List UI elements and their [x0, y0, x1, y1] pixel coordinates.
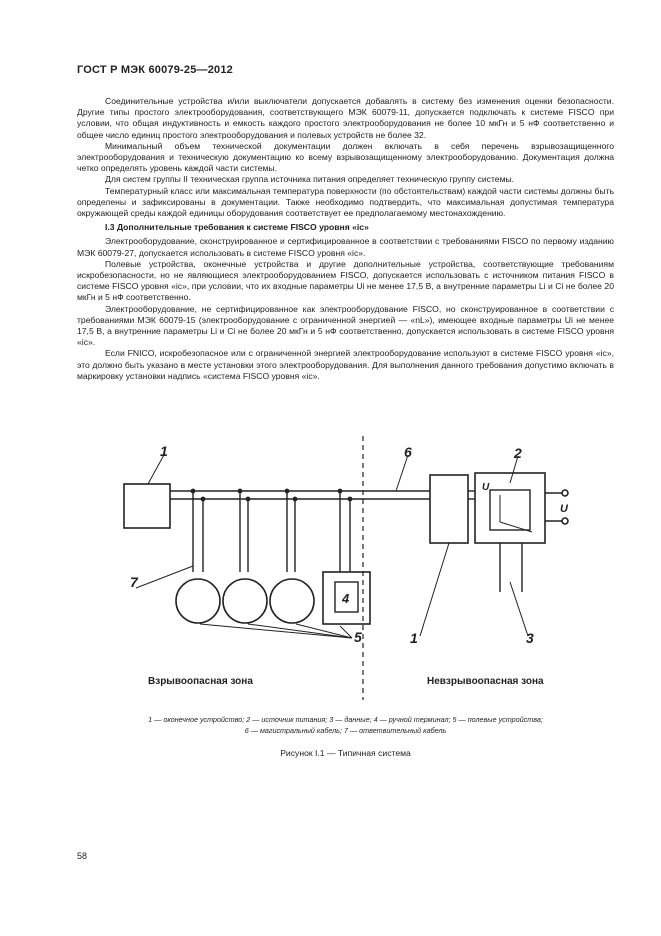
- label-5-field-devices: 5: [354, 629, 362, 645]
- label-u-inner: U: [482, 482, 490, 493]
- figure-legend-line-2: 6 — магистральный кабель; 7 — ответвительный кабель: [244, 726, 447, 735]
- document-header: ГОСТ Р МЭК 60079-25—2012: [77, 64, 234, 76]
- terminator-box-safe: [430, 475, 468, 543]
- paragraph: Для систем группы II техническая группа источника питания определяет техническую группу системы.: [105, 174, 515, 185]
- zone-hazardous-label: Взрывоопасная зона: [148, 676, 253, 687]
- field-device: [176, 579, 220, 623]
- zone-safe-label: Невзрывоопасная зона: [427, 676, 544, 687]
- figure-caption: Рисунок I.1 — Типичная система: [280, 748, 411, 758]
- system-diagram: [77, 432, 614, 712]
- paragraph: Если FNICO, искробезопасное или с ограниченной энергией электрооборудование используют в системе FISCO уровня «ic», это должно быть указано в месте установки этого электрооборудования. Для выполнения данного требования допустимо включать в маркировку установки надпись «система FISCO уровня «ic».: [77, 348, 614, 381]
- field-device: [223, 579, 267, 623]
- paragraph: Температурный класс или максимальная температура поверхности (по обстоятельствам) каждой части системы должны быть определены и зафиксированы в документации. Также необходимо подтвердить, что максимальная допустимая температура окружающей среды каждой единицы оборудования соответствует ее предполагаемому местонахождению.: [77, 185, 614, 219]
- paragraph: Минимальный объем технической документации должен включать в себя перечень взрывозащищенного электрооборудования и техническую документацию ко всему взрывозащищенному электрооборудованию. Документация должна четко определять уровень каждой части системы.: [77, 140, 614, 174]
- label-1-terminator: 1: [160, 443, 168, 459]
- label-3-data: 3: [526, 630, 534, 646]
- label-6-trunk: 6: [404, 444, 412, 460]
- label-2-power-supply: 2: [514, 445, 522, 461]
- paragraph: Соединительные устройства и/или выключатели допускается добавлять в систему без изменения оценки безопасности. Другие типы простого электрооборудования, соответствующего МЭК 60079-11, допускается подключать к системе FISCO при условии, что общая индуктивность и емкость каждого простого электрооборудования не более 10 мкГн и 5 нФ соответственно и общее число единиц простого электрооборудования и полевых устройств не более 32.: [77, 96, 614, 140]
- label-u-output: U: [560, 503, 568, 515]
- page-number: 58: [77, 851, 88, 861]
- body-text-block-1: [77, 96, 614, 382]
- label-7-spur: 7: [130, 574, 138, 590]
- section-title: I.3 Дополнительные требования к системе FISCO уровня «ic»: [105, 222, 369, 233]
- label-1-terminator-safe: 1: [410, 630, 418, 646]
- terminator-box: [124, 484, 170, 528]
- paragraph: Электрооборудование, сконструированное и сертифицированное в соответствии с требованиями FISCO по первому изданию МЭК 60079-27, допускается использовать в системе FISCO уровня «ic».: [77, 236, 614, 258]
- paragraph: Электрооборудование, не сертифицированное как электрооборудование FISCO, но сконструированное в соответствии с требованиями МЭК 60079-15 (электрооборудование с ограниченной энергией — «nL»), имеющее входные параметры Ui не менее 17,5 В, а внутренние параметры Li и Ci не более 20 мкГн и 5 нФ соответственно, допускается использовать в системе FISCO уровня «ic».: [77, 303, 614, 348]
- field-device: [270, 579, 314, 623]
- figure-legend-line-1: 1 — оконечное устройство; 2 — источник питания; 3 — данные; 4 — ручной терминал; 5 — полевые устройства;: [148, 715, 543, 724]
- paragraph: Полевые устройства, оконечные устройства и другие дополнительные устройства, соответствующие требованиям искробезопасности, но не являющиеся электрооборудованием FISCO, допускается использовать с источником питания FISCO в системе FISCO уровня «ic», при условии, что их входные параметры Ui не менее 17,5 В, а внутренние параметры Li и Ci не более 20 мкГн и 5 нФ соответственно.: [77, 258, 614, 303]
- label-4-terminal: 4: [342, 591, 350, 606]
